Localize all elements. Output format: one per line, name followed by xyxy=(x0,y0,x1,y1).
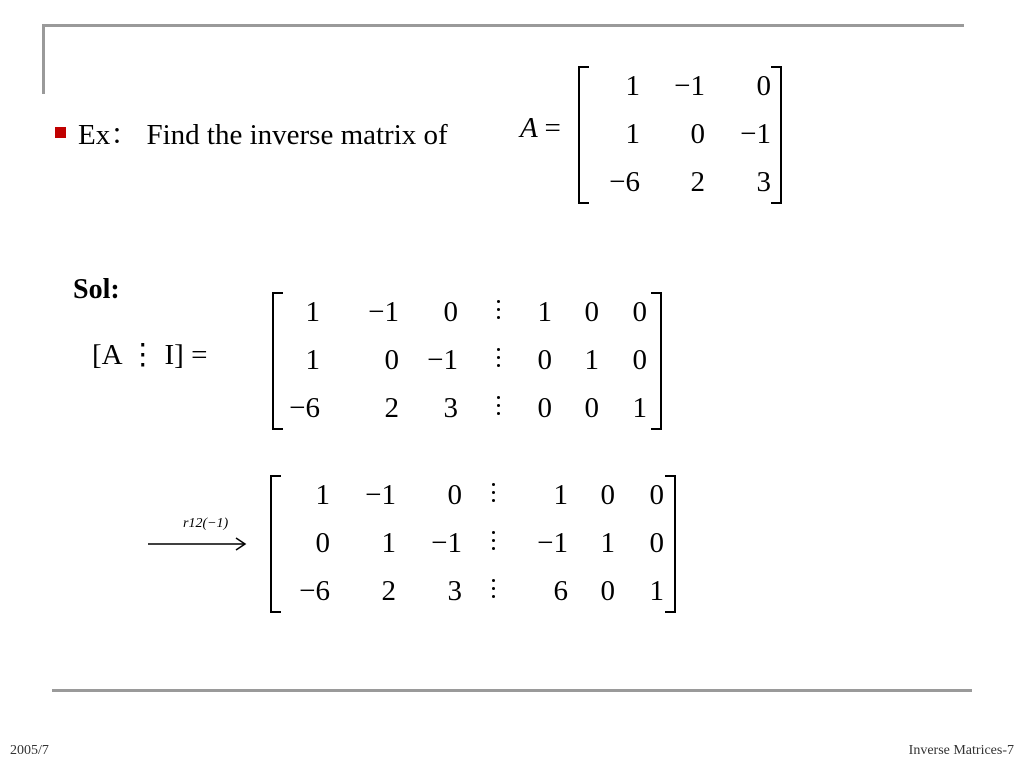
matrix-cell: 1 xyxy=(584,344,599,376)
matrix-cell: 1 xyxy=(537,296,552,328)
matrix-cell: −6 xyxy=(289,392,320,424)
matrix-cell: 0 xyxy=(584,392,599,424)
matrix-cell: 1 xyxy=(649,575,664,607)
matrix-cell: 1 xyxy=(305,296,320,328)
matrix-cell: −1 xyxy=(427,344,458,376)
matrix-cell: 1 xyxy=(553,479,568,511)
matrix-cell: −1 xyxy=(537,527,568,559)
arrow-icon xyxy=(148,534,248,554)
right-bracket xyxy=(771,66,782,204)
augment-divider xyxy=(492,579,496,603)
matrix-cell: 2 xyxy=(690,166,705,198)
matrix-name: A xyxy=(520,112,538,144)
matrix-cell: 2 xyxy=(381,575,396,607)
augmented-matrix-1 xyxy=(272,292,662,430)
right-bracket xyxy=(665,475,676,613)
matrix-cell: −6 xyxy=(609,166,640,198)
matrix-cell: −6 xyxy=(299,575,330,607)
matrix-cell: 0 xyxy=(537,344,552,376)
matrix-cell: −1 xyxy=(740,118,771,150)
matrix-a xyxy=(578,66,782,204)
matrix-cell: 0 xyxy=(649,527,664,559)
augmented-left: [A ⋮ I] = xyxy=(92,339,208,371)
example-text: Find the inverse matrix of xyxy=(146,119,448,151)
matrix-cell: 1 xyxy=(381,527,396,559)
matrix-cell: −1 xyxy=(365,479,396,511)
matrix-cell: 0 xyxy=(443,296,458,328)
bottom-rule xyxy=(52,689,972,692)
augment-divider xyxy=(497,348,501,372)
matrix-cell: −1 xyxy=(674,70,705,102)
matrix-cell: 1 xyxy=(600,527,615,559)
footer-title: Inverse Matrices-7 xyxy=(908,743,1014,758)
matrix-cell: 0 xyxy=(690,118,705,150)
matrix-cell: 0 xyxy=(600,479,615,511)
matrix-cell: 0 xyxy=(537,392,552,424)
augment-divider xyxy=(492,531,496,555)
augment-divider xyxy=(497,300,501,324)
matrix-cell: 1 xyxy=(625,70,640,102)
matrix-cell: 0 xyxy=(632,296,647,328)
example-prefix: Ex： xyxy=(78,119,140,151)
matrix-a-label xyxy=(520,112,561,145)
matrix-cell: 0 xyxy=(315,527,330,559)
matrix-cell: 2 xyxy=(384,392,399,424)
right-bracket xyxy=(651,292,662,430)
top-rule xyxy=(42,24,964,27)
augmented-matrix-2 xyxy=(270,475,676,613)
matrix-cell: 0 xyxy=(584,296,599,328)
matrix-cell: −1 xyxy=(368,296,399,328)
matrix-cell: 1 xyxy=(315,479,330,511)
left-rule xyxy=(42,24,45,94)
matrix-cell: 0 xyxy=(649,479,664,511)
equals-sign: = xyxy=(544,112,561,144)
matrix-cell: 3 xyxy=(756,166,771,198)
matrix-cell: 0 xyxy=(447,479,462,511)
matrix-cell: 1 xyxy=(625,118,640,150)
footer-date: 2005/7 xyxy=(10,743,49,758)
matrix-cell: 0 xyxy=(600,575,615,607)
matrix-cell: 6 xyxy=(553,575,568,607)
matrix-cell: 3 xyxy=(443,392,458,424)
bullet-icon xyxy=(55,127,66,138)
matrix-cell: 0 xyxy=(384,344,399,376)
augmented-label xyxy=(92,337,207,372)
matrix-cell: 0 xyxy=(756,70,771,102)
matrix-cell: 1 xyxy=(305,344,320,376)
row-operation-label: r12(−1) xyxy=(183,516,229,531)
example-statement xyxy=(78,112,448,153)
augment-divider xyxy=(492,483,496,507)
matrix-cell: 0 xyxy=(632,344,647,376)
matrix-cell: 1 xyxy=(632,392,647,424)
augment-divider xyxy=(497,396,501,420)
matrix-cell: −1 xyxy=(431,527,462,559)
matrix-cell: 3 xyxy=(447,575,462,607)
solution-label: Sol: xyxy=(73,274,120,305)
